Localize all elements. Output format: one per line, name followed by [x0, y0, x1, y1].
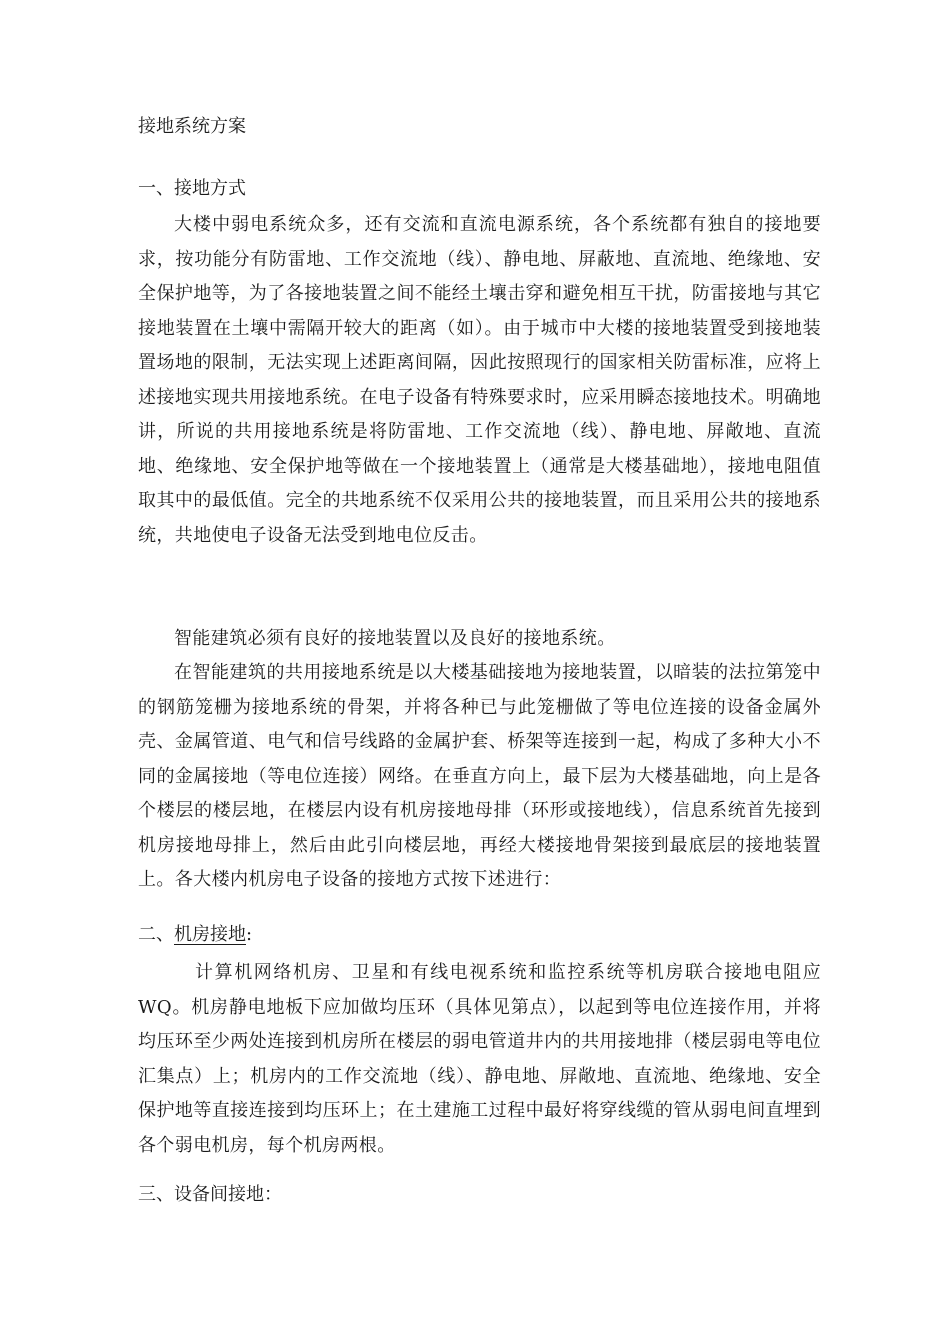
paragraph-good-grounding: 智能建筑必须有良好的接地装置以及良好的接地系统。: [174, 628, 616, 649]
section-heading-grounding-method: 一、接地方式: [138, 178, 246, 199]
document-title: 接地系统方案: [138, 116, 246, 137]
paragraph-grounding-overview: 大楼中弱电系统众多，还有交流和直流电源系统，各个系统都有独自的接地要求，按功能分有防雷地、工作交流地（线）、静电地、屏蔽地、直流地、绝缘地、安全保护地等，为了各接地装置之间不能经土壤击穿和避免相互干扰，防雷接地与其它接地装置在土壤中需隔开较大的距离（如）。由于城市中大楼的接地装置受到接地装置场地的限制，无法实现上述距离间隔，因此按照现行的国家相关防雷标准，应将上述接地实现共用接地系统。在电子设备有特殊要求时，应采用瞬态接地技术。明确地讲，所说的共用接地系统是将防雷地、工作交流地（线）、静电地、屏敞地、直流地、绝缘地、安全保护地等做在一个接地装置上（通常是大楼基础地），接地电阻值取其中的最低值。完全的共地系统不仅采用公共的接地装置，而且采用公共的接地系统，共地使电子设备无法受到地电位反击。: [138, 214, 821, 546]
heading-colon: :: [246, 924, 253, 945]
section-number: 二、: [138, 924, 174, 945]
machine-room-grounding-link[interactable]: 机房接地: [174, 924, 246, 945]
section-heading-equipment-room: 三、设备间接地：: [138, 1184, 282, 1205]
paragraph-shared-grounding-system: 在智能建筑的共用接地系统是以大楼基础接地为接地装置，以暗装的法拉第笼中的钢筋笼栅为接地系统的骨架，并将各种已与此笼栅做了等电位连接的设备金属外壳、金属管道、电气和信号线路的金属护套、桥架等连接到一起，构成了多种大小不同的金属接地（等电位连接）网络。在垂直方向上，最下层为大楼基础地，向上是各个楼层的楼层地，在楼层内设有机房接地母排（环形或接地线），信息系统首先接到机房接地母排上，然后由此引向楼层地，再经大楼接地骨架接到最底层的接地装置上。各大楼内机房电子设备的接地方式按下述进行：: [138, 662, 821, 890]
paragraph-machine-room-grounding: 计算机网络机房、卫星和有线电视系统和监控系统等机房联合接地电阻应WQ。机房静电地板下应加做均压环（具体见第点），以起到等电位连接作用，并将均压环至少两处连接到机房所在楼层的弱电管道井内的共用接地排（楼层弱电等电位汇集点）上；机房内的工作交流地（线）、静电地、屏敞地、直流地、绝缘地、安全保护地等直接连接到均压环上；在土建施工过程中最好将穿线缆的管从弱电间直埋到各个弱电机房，每个机房两根。: [138, 962, 821, 1156]
section-heading-machine-room: [138, 922, 252, 948]
